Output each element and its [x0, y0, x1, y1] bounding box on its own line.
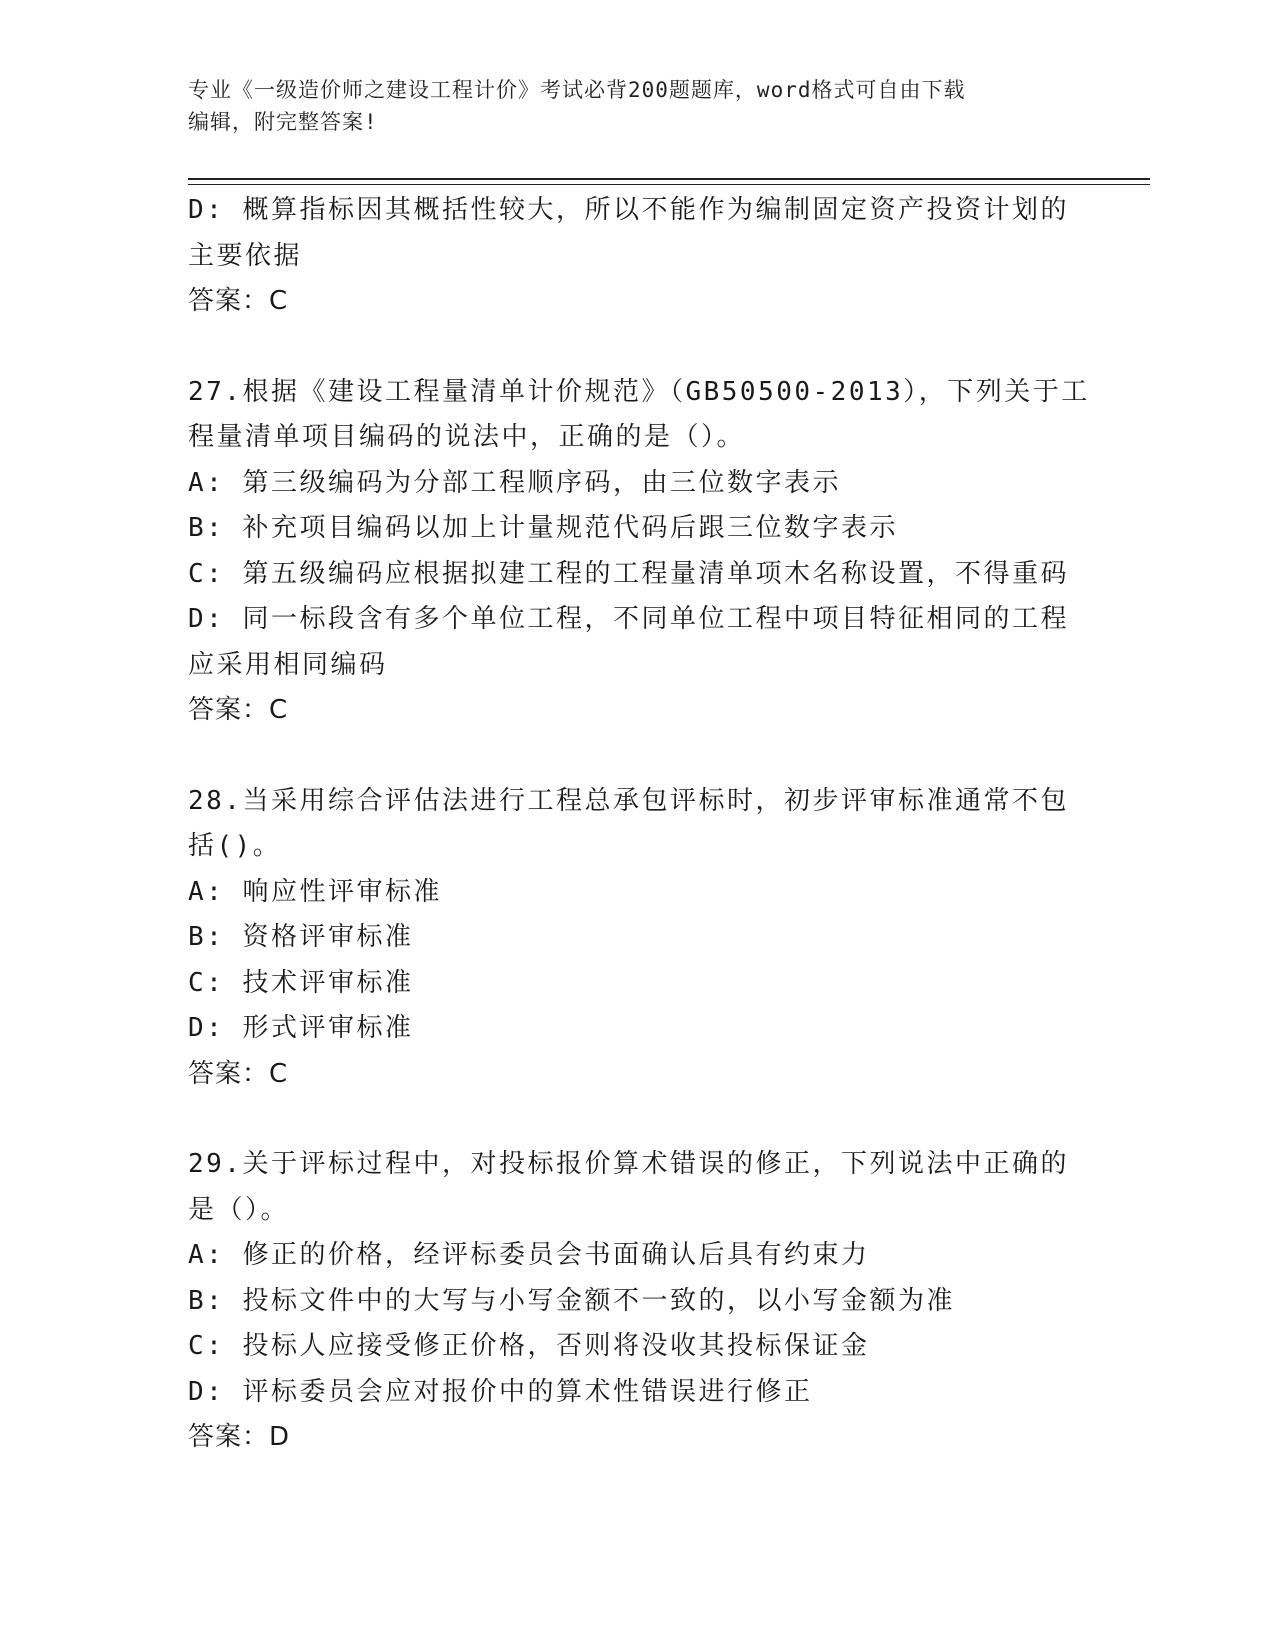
option-d: D: 形式评审标准	[188, 1013, 414, 1043]
option-c: C: 投标人应接受修正价格，否则将没收其投标保证金	[188, 1331, 870, 1361]
answer-line: 答案：C	[188, 286, 289, 316]
question-stem-line-1: 28.当采用综合评估法进行工程总承包评标时，初步评审标准通常不包	[188, 785, 1069, 816]
option-b: B: 投标文件中的大写与小写金额不一致的，以小写金额为准	[188, 1285, 955, 1316]
option-c: C: 第五级编码应根据拟建工程的工程量清单项木名称设置，不得重码	[188, 558, 1069, 589]
document-body	[188, 188, 1088, 1461]
question-stem-line-2: 是（）。	[188, 1194, 290, 1225]
question-stem-line-2: 括()。	[188, 831, 282, 861]
answer-line: 答案：C	[188, 1058, 289, 1089]
header-divider-thin	[188, 184, 1150, 185]
option-d-line-2: 应采用相同编码	[188, 649, 388, 680]
option-d-line-2: 主要依据	[188, 240, 303, 271]
previous-question-tail	[188, 188, 1088, 325]
question-stem-line-2: 程量清单项目编码的说法中，正确的是（）。	[188, 422, 746, 452]
option-a: A: 响应性评审标准	[188, 876, 442, 907]
option-d-line-1: D: 同一标段含有多个单位工程，不同单位工程中项目特征相同的工程	[188, 604, 1069, 634]
answer-line: 答案：C	[188, 695, 289, 725]
option-d: D: 评标委员会应对报价中的算术性错误进行修正	[188, 1376, 813, 1407]
header-line-2: 编辑，附完整答案!	[188, 110, 378, 134]
header-line-1: 专业《一级造价师之建设工程计价》考试必背200题题库，word格式可自由下载	[188, 78, 966, 102]
header-divider-thick	[188, 178, 1150, 180]
answer-line: 答案：D	[188, 1422, 291, 1452]
question-stem-line-1: 27.根据《建设工程量清单计价规范》（GB50500-2013），下列关于工	[188, 376, 1090, 407]
question-27	[188, 370, 1088, 734]
question-28	[188, 779, 1088, 1098]
option-d-line-1: D: 概算指标因其概括性较大，所以不能作为编制固定资产投资计划的	[188, 195, 1069, 225]
option-c: C: 技术评审标准	[188, 967, 414, 998]
option-a: A: 修正的价格，经评标委员会书面确认后具有约束力	[188, 1240, 870, 1270]
option-b: B: 资格评审标准	[188, 922, 414, 952]
question-29	[188, 1142, 1088, 1461]
question-stem-line-1: 29.关于评标过程中，对投标报价算术错误的修正，下列说法中正确的	[188, 1149, 1069, 1179]
option-a: A: 第三级编码为分部工程顺序码，由三位数字表示	[188, 467, 841, 498]
option-b: B: 补充项目编码以加上计量规范代码后跟三位数字表示	[188, 513, 898, 543]
page-header	[188, 74, 1068, 138]
